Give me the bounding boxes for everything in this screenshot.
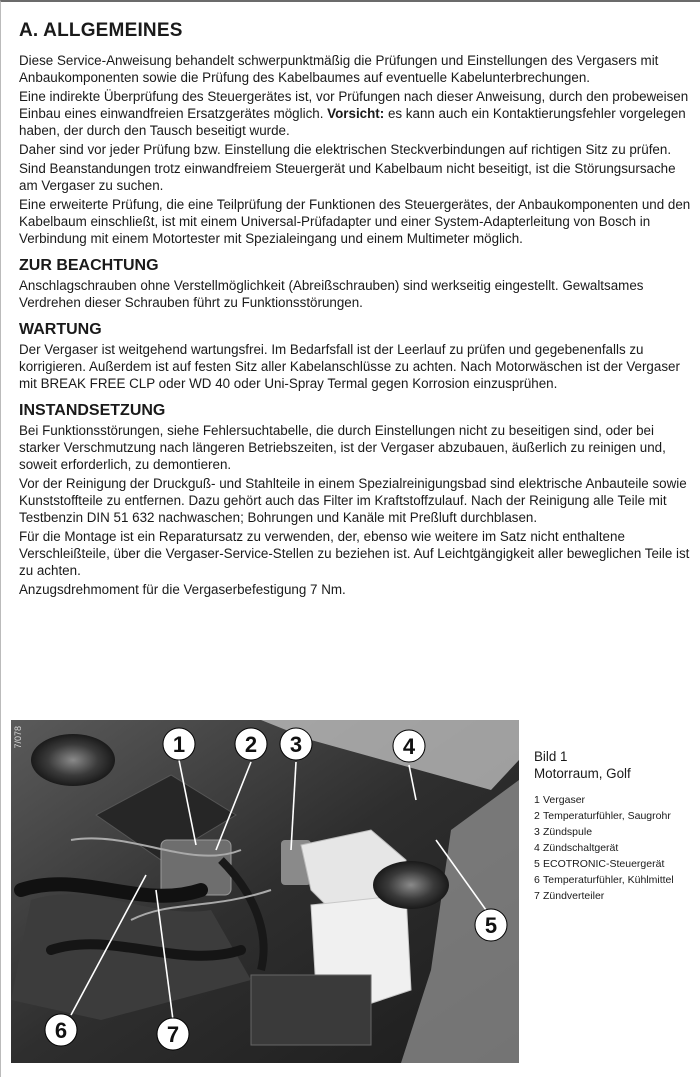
callout-number: 7 bbox=[166, 1022, 180, 1047]
legend-item bbox=[534, 890, 699, 903]
callout-7 bbox=[157, 1018, 189, 1050]
callout-5 bbox=[475, 909, 507, 941]
paragraph bbox=[19, 88, 695, 139]
callout-number: 2 bbox=[244, 732, 258, 757]
figure-caption bbox=[534, 748, 699, 906]
caption-title: Bild 1 bbox=[534, 749, 568, 764]
paragraph: Der Vergaser ist weitgehend wartungsfrei. Im Bedarfsfall ist der Leerlauf zu prüfen und gegebenenfalls zu korrigieren. Außerdem ist auf festen Sitz aller Kabelanschlüsse zu achten. Nach Motorwäschen ist der Vergaser mit BREAK FREE CLP oder WD 40 oder Uni-Spray Termal gegen Korrosion einzusprühen. bbox=[19, 342, 680, 391]
paragraph-text: Eine indirekte Überprüfung des Steuergerätes ist, vor Prüfungen nach dieser Anweisung, durch den probeweisen Einbau eines einwandfreien Ersatzgerätes möglich. bbox=[19, 89, 689, 121]
figure-code: 7/078 bbox=[13, 726, 23, 749]
legend-label: Zündverteiler bbox=[543, 890, 605, 902]
section-title-beachtung: ZUR BEACHTUNG bbox=[19, 257, 159, 274]
callout-6 bbox=[45, 1014, 77, 1046]
callout-2 bbox=[235, 728, 267, 760]
paragraph: Für die Montage ist ein Reparatursatz zu verwenden, der, ebenso wie weitere im Satz nicht enthaltene Verschleißteile, über die Vergaser-Service-Stellen zu beziehen ist. Auf Leichtgängigkeit aller beweglichen Teile ist zu achten. bbox=[19, 529, 690, 578]
paragraph: Eine erweiterte Prüfung, die eine Teilprüfung der Funktionen des Steuergerätes, der Anbaukomponenten und den Kabelbaum einschließt, ist mit einem Universal-Prüfadapter und einer System-Adapterleitung von Bosch in Verbindung mit einem Motortester mit Spezialeingang und einem Multimeter möglich. bbox=[19, 197, 691, 246]
legend-label: Temperaturfühler, Saugrohr bbox=[543, 810, 671, 822]
engine-bay-illustration bbox=[11, 720, 519, 1063]
legend-number: 6 bbox=[534, 874, 540, 886]
text-column bbox=[19, 20, 695, 600]
legend-label: Vergaser bbox=[543, 794, 586, 806]
callout-3 bbox=[280, 728, 312, 760]
legend-item bbox=[534, 810, 699, 823]
callout-number: 3 bbox=[289, 732, 303, 757]
legend-label: Zündspule bbox=[543, 826, 593, 838]
legend-number: 3 bbox=[534, 826, 540, 838]
caution-label: Vorsicht: bbox=[327, 106, 385, 121]
section-title-wartung: WARTUNG bbox=[19, 321, 102, 338]
figure-legend bbox=[534, 794, 699, 903]
paragraph: Vor der Reinigung der Druckguß- und Stahlteile in einem Spezialreinigungsbad sind elektrische Anbauteile sowie Kunststoffteile zu entfernen. Dazu gehört auch das Filter im Kraftstoffzulauf. Nach der Reinigung alle Teile mit Testbenzin DIN 51 632 nachwaschen; Bohrungen und Kanäle mit Preßluft durchblasen. bbox=[19, 476, 687, 525]
callout-number: 6 bbox=[54, 1018, 68, 1043]
legend-number: 2 bbox=[534, 810, 540, 822]
left-strut-tower bbox=[31, 734, 115, 786]
callout-number: 5 bbox=[484, 913, 498, 938]
legend-label: Temperaturfühler, Kühlmittel bbox=[543, 874, 674, 886]
paragraph: Daher sind vor jeder Prüfung bzw. Einstellung die elektrischen Steckverbindungen auf richtigen Sitz zu prüfen. bbox=[19, 142, 672, 157]
legend-number: 7 bbox=[534, 890, 540, 902]
callout-1 bbox=[163, 728, 195, 760]
callout-4 bbox=[393, 730, 425, 762]
legend-number: 5 bbox=[534, 858, 540, 870]
legend-item bbox=[534, 858, 699, 871]
paragraph: Diese Service-Anweisung behandelt schwerpunktmäßig die Prüfungen und Einstellungen des Vergasers mit Anbaukomponenten sowie die Prüfung des Kabelbaumes auf eventuelle Kabelunterbrechungen. bbox=[19, 53, 659, 85]
paragraph: Sind Beanstandungen trotz einwandfreiem Steuergerät und Kabelbaum nicht beseitigt, ist die Störungsursache am Vergaser zu suchen. bbox=[19, 161, 676, 193]
legend-item bbox=[534, 842, 699, 855]
legend-number: 4 bbox=[534, 842, 540, 854]
legend-label: ECOTRONIC-Steuergerät bbox=[543, 858, 665, 870]
callout-number: 1 bbox=[172, 732, 186, 757]
caption-subtitle: Motorraum, Golf bbox=[534, 766, 631, 781]
battery-box bbox=[251, 975, 371, 1045]
right-strut-tower bbox=[373, 861, 449, 909]
legend-label: Zündschaltgerät bbox=[543, 842, 619, 854]
engine-bay-photo bbox=[11, 720, 519, 1063]
section-title-instandsetzung: INSTANDSETZUNG bbox=[19, 402, 166, 419]
section-title-allgemeines: A. ALLGEMEINES bbox=[19, 20, 183, 41]
paragraph: Anschlagschrauben ohne Verstellmöglichkeit (Abreißschrauben) sind werkseitig eingestellt. Gewaltsames Verdrehen dieser Schrauben führt zu Funktionsstörungen. bbox=[19, 278, 644, 310]
callout-number: 4 bbox=[402, 734, 416, 759]
paragraph: Anzugsdrehmoment für die Vergaserbefestigung 7 Nm. bbox=[19, 582, 346, 597]
legend-item bbox=[534, 874, 699, 887]
legend-item bbox=[534, 794, 699, 807]
legend-number: 1 bbox=[534, 794, 540, 806]
paragraph: Bei Funktionsstörungen, siehe Fehlersuchtabelle, die durch Einstellungen nicht zu beseitigen sind, oder bei starker Verschmutzung nach längeren Betriebszeiten, ist der Vergaser abzubauen, äußerlich zu reinigen und, soweit erforderlich, zu demontieren. bbox=[19, 423, 666, 472]
legend-item bbox=[534, 826, 699, 839]
paragraph-text: es kann auch ein Kontaktierungsfehler vorgelegen haben, der durch den Tausch beseitigt wurde. bbox=[19, 106, 686, 138]
